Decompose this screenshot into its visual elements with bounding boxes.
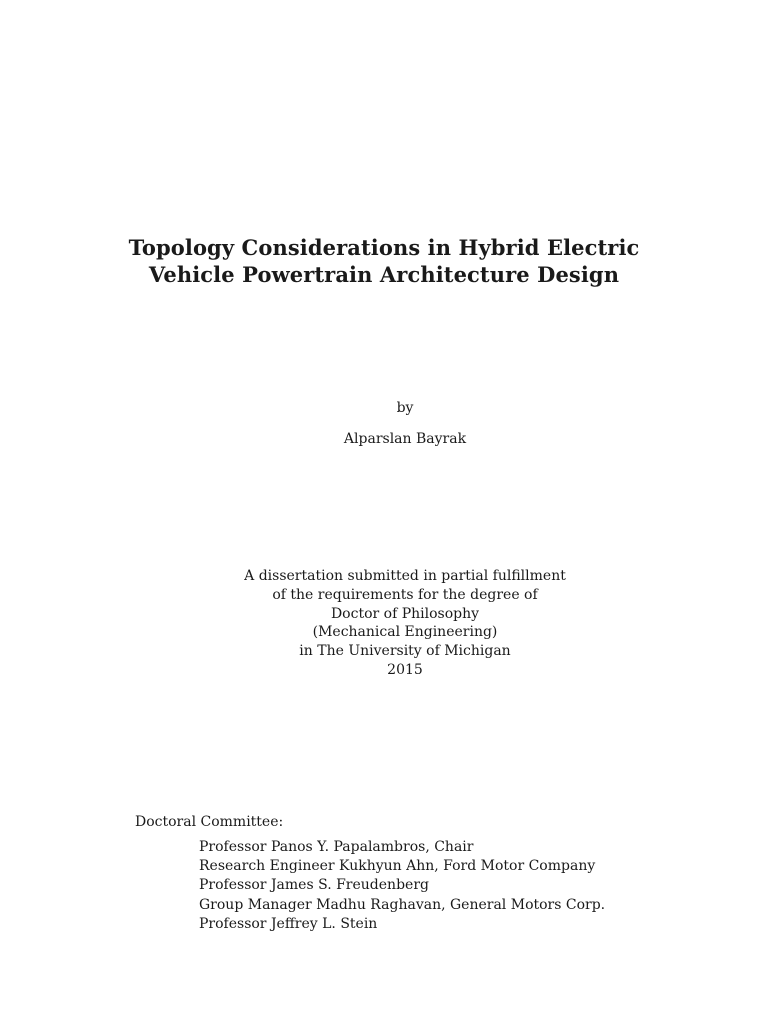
committee-member: Professor James S. Freudenberg <box>199 877 429 894</box>
department-name: (Mechanical Engineering) <box>312 624 498 641</box>
submission-statement <box>0 567 768 680</box>
committee-heading: Doctoral Committee: <box>135 814 284 830</box>
committee-member: Professor Panos Y. Papalambros, Chair <box>199 839 474 855</box>
submission-line-2: of the requirements for the degree of <box>272 586 538 603</box>
title-line-2: Vehicle Powertrain Architecture Design <box>148 262 620 287</box>
committee-member: Research Engineer Kukhyun Ahn, Ford Motor Company <box>199 858 596 875</box>
degree-name: Doctor of Philosophy <box>330 605 480 622</box>
committee-member: Professor Jeffrey L. Stein <box>199 915 378 932</box>
by-label: by <box>396 400 414 416</box>
submission-line-1: A dissertation submitted in partial fulfillment <box>244 568 566 584</box>
committee-list <box>199 838 605 934</box>
submission-year: 2015 <box>387 661 423 678</box>
committee-member: Group Manager Madhu Raghavan, General Motors Corp. <box>199 896 606 913</box>
author-name: Alparslan Bayrak <box>343 431 467 447</box>
title-line-1: Topology Considerations in Hybrid Electric <box>128 235 640 260</box>
university-name: in The University of Michigan <box>299 643 511 660</box>
dissertation-title <box>0 234 768 288</box>
